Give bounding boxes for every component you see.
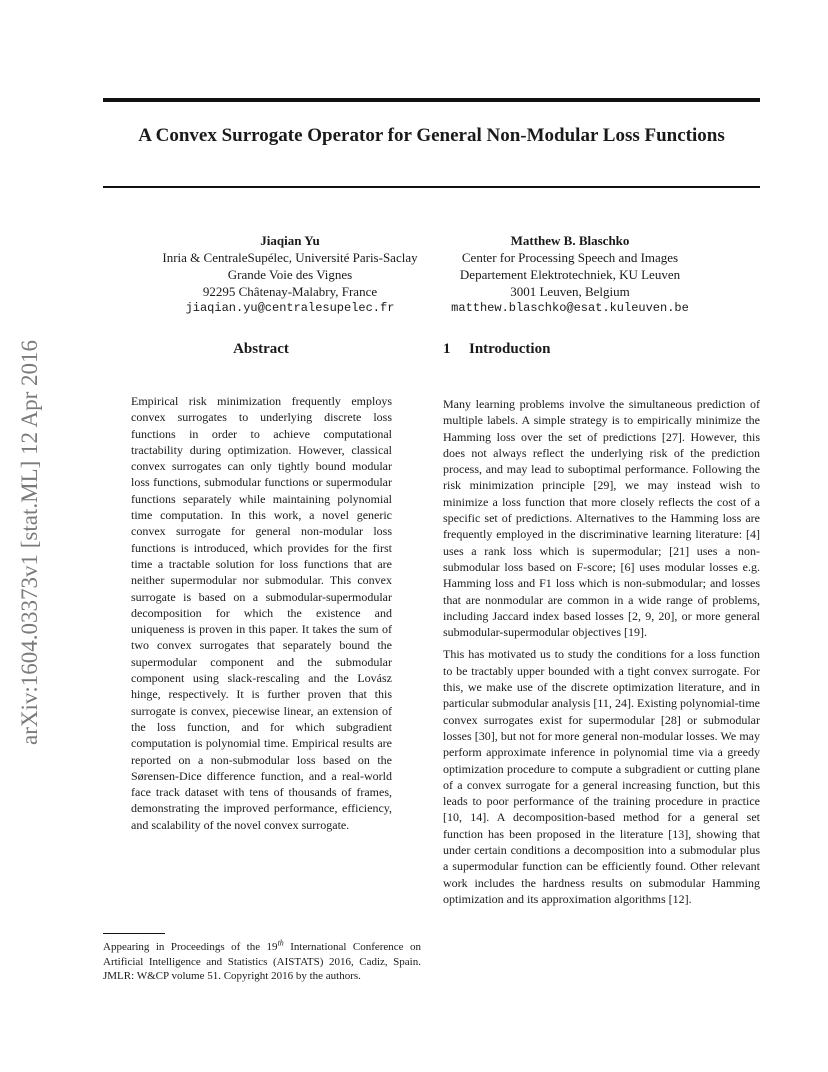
author-affiliation-line: Grande Voie des Vignes <box>227 267 353 282</box>
author-affiliation-line: Center for Processing Speech and Images <box>461 250 679 265</box>
author-affiliation-line: Departement Elektrotechniek, KU Leuven <box>459 267 681 282</box>
author-affiliation-line: 92295 Châtenay-Malabry, France <box>202 284 378 299</box>
footnote-superscript: th <box>277 938 284 948</box>
abstract-heading: Abstract <box>233 341 289 357</box>
author-block-2 <box>440 232 700 317</box>
author-name: Jiaqian Yu <box>260 233 320 248</box>
author-block-1 <box>140 232 440 317</box>
footnote-text: International Conference on Artificial Intelligence and Statistics (AISTATS) 2016, Cadiz, Spain. JMLR: W&CP volume 51. Copyright 2016 by the authors. <box>103 941 422 982</box>
author-affiliation-line: 3001 Leuven, Belgium <box>510 284 630 299</box>
section-title: Introduction <box>469 341 551 357</box>
introduction-heading <box>443 341 550 358</box>
arxiv-identifier: arXiv:1604.03373v1 [stat.ML] 12 Apr 2016 <box>17 339 42 745</box>
footnote-text: Appearing in Proceedings of the 19 <box>103 941 278 953</box>
section-number: 1 <box>443 341 451 357</box>
title-rule-bottom <box>103 186 760 188</box>
title-rule-top <box>103 98 760 102</box>
introduction-paragraph: This has motivated us to study the conditions for a loss function to be tractably upper bounded with a tight convex surrogate. For this, we make use of the discrete optimization literature, and in particular submodular analysis [11, 24]. Existing polynomial-time convex surrogates exist for supermodular [28] or submodular losses [30], but not for more general non-modular losses. We may perform approximate inference in polynomial time via a greedy optimization procedure to compute a subgradient or cutting plane of a convex surrogate for a general increasing function, but this leads to poor performance of the training procedure in practice [10, 14]. A decomposition-based method for a general set function has been proposed in the literature [13], showing that under certain conditions a decomposition into a submodular plus a supermodular function can be efficiently found. Other relevant work includes the hardness results on submodular Hamming optimization and its approximation algorithms [12]. <box>443 647 760 906</box>
author-email: jiaqian.yu@centralesupelec.fr <box>185 301 395 315</box>
introduction-body <box>443 396 760 907</box>
introduction-paragraph: Many learning problems involve the simultaneous prediction of multiple labels. A simple strategy is to empirically minimize the Hamming loss over the set of predictions [27]. However, this does not always reflect the underlying risk of the prediction process, and may lead to suboptimal performance. Following the risk minimization principle [29], we may instead wish to minimize a loss function that more closely reflects the cost of a specific set of predictions. Alternatives to the Hamming loss are frequently employed in the discriminative learning literature: [4] uses a rank loss which is supermodular; [21] uses a non-submodular loss based on F-score; [6] uses modular losses e.g. Hamming loss and F1 loss which is non-submodular; and losses that are nonmodular are common in a wide range of problems, including Jaccard index based losses [2, 9, 20], or more general submodular-supermodular objectives [19]. <box>443 397 760 640</box>
author-email: matthew.blaschko@esat.kuleuven.be <box>451 301 689 315</box>
abstract-text: Empirical risk minimization frequently employs convex surrogates to underlying discrete loss functions in order to achieve computational tractability during optimization. However, classical convex surrogates can only tightly bound modular loss functions, submodular functions or supermodular functions separately while maintaining polynomial time computation. In this work, a novel generic convex surrogate for general non-modular loss functions is introduced, which provides for the first time a tractable solution for loss functions that are neither supermodular nor submodular. This convex surrogate is based on a submodular-supermodular decomposition for which the existence and uniqueness is proven in this paper. It takes the sum of two convex surrogates that separately bound the supermodular component and the submodular component using slack-rescaling and the Lovász hinge, respectively. It is further proven that this surrogate is convex, piecewise linear, an extension of the loss function, and for which subgradient computation is polynomial time. Empirical results are reported on a non-submodular loss based on the Sørensen-Dice difference function, and a real-world face track dataset with tens of thousands of frames, demonstrating the improved performance, efficiency, and scalability of the novel convex surrogate. <box>131 394 392 832</box>
paper-title: A Convex Surrogate Operator for General Non-Modular Loss Functions <box>138 125 725 146</box>
footnote <box>103 940 421 984</box>
author-affiliation-line: Inria & CentraleSupélec, Université Paris-Saclay <box>162 250 418 265</box>
footnote-rule <box>103 933 165 934</box>
author-name: Matthew B. Blaschko <box>510 233 630 248</box>
